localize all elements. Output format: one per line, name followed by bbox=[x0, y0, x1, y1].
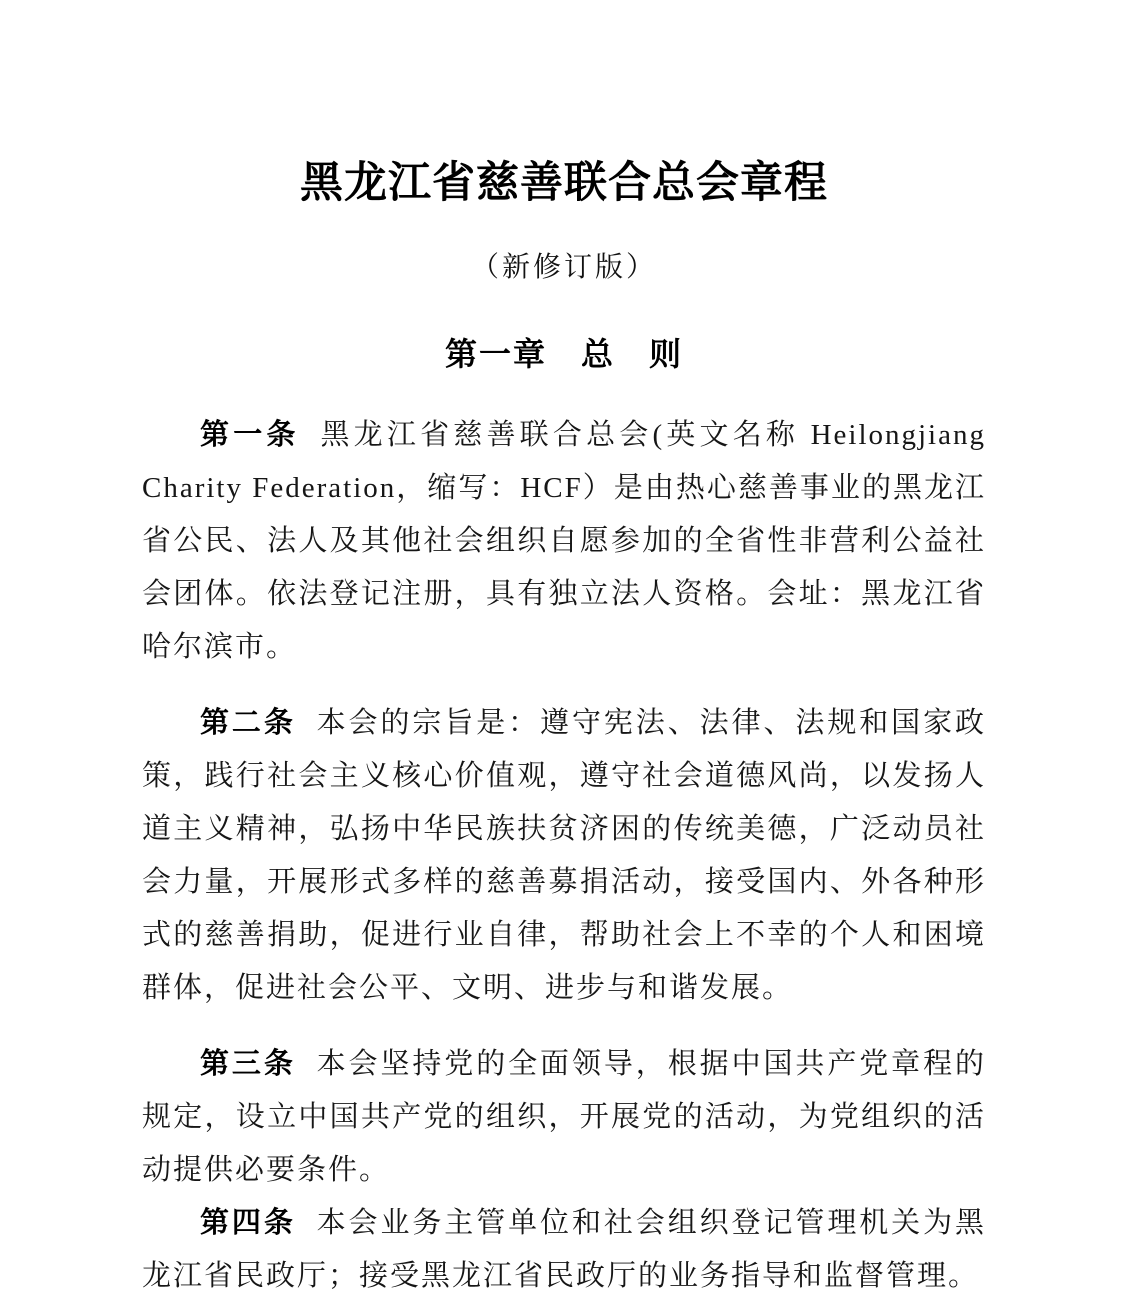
article-3-text: 本会坚持党的全面领导，根据中国共产党章程的规定，设立中国共产党的组织，开展党的活动，为党组织的活动提供必要条件。 bbox=[142, 1048, 986, 1187]
page-title: 黑龙江省慈善联合总会章程 bbox=[300, 160, 828, 207]
article-2-text: 本会的宗旨是：遵守宪法、法律、法规和国家政策，践行社会主义核心价值观，遵守社会道德风尚，以发扬人道主义精神，弘扬中华民族扶贫济困的传统美德，广泛动员社会力量，开展形式多样的慈善募捐活动，接受国内、外各种形式的慈善捐助，促进行业自律，帮助社会上不幸的个人和困境群体，促进社会公平、文明、进步与和谐发展。 bbox=[142, 707, 986, 1005]
article-1-label: 第一条 bbox=[200, 419, 300, 452]
article-3-paragraph bbox=[142, 1038, 986, 1197]
article-2-label: 第二条 bbox=[200, 707, 296, 740]
article-3-label: 第三条 bbox=[200, 1048, 296, 1081]
subtitle: （新修订版） bbox=[470, 252, 657, 284]
article-1-text: 黑龙江省慈善联合总会(英文名称 Heilongjiang Charity Federation，缩写：HCF）是由热心慈善事业的黑龙江省公民、法人及其他社会组织自愿参加的全省性非营利公益社会团体。依法登记注册，具有独立法人资格。会址：黑龙江省哈尔滨市。 bbox=[142, 419, 986, 664]
article-4-paragraph bbox=[142, 1197, 986, 1303]
article-2-paragraph bbox=[142, 697, 986, 1015]
article-4-text: 本会业务主管单位和社会组织登记管理机关为黑龙江省民政厅；接受黑龙江省民政厅的业务指导和监督管理。 bbox=[142, 1207, 986, 1293]
article-1-paragraph bbox=[142, 409, 986, 674]
chapter-heading: 第一章 总 则 bbox=[444, 335, 683, 372]
article-4-label: 第四条 bbox=[200, 1207, 296, 1240]
